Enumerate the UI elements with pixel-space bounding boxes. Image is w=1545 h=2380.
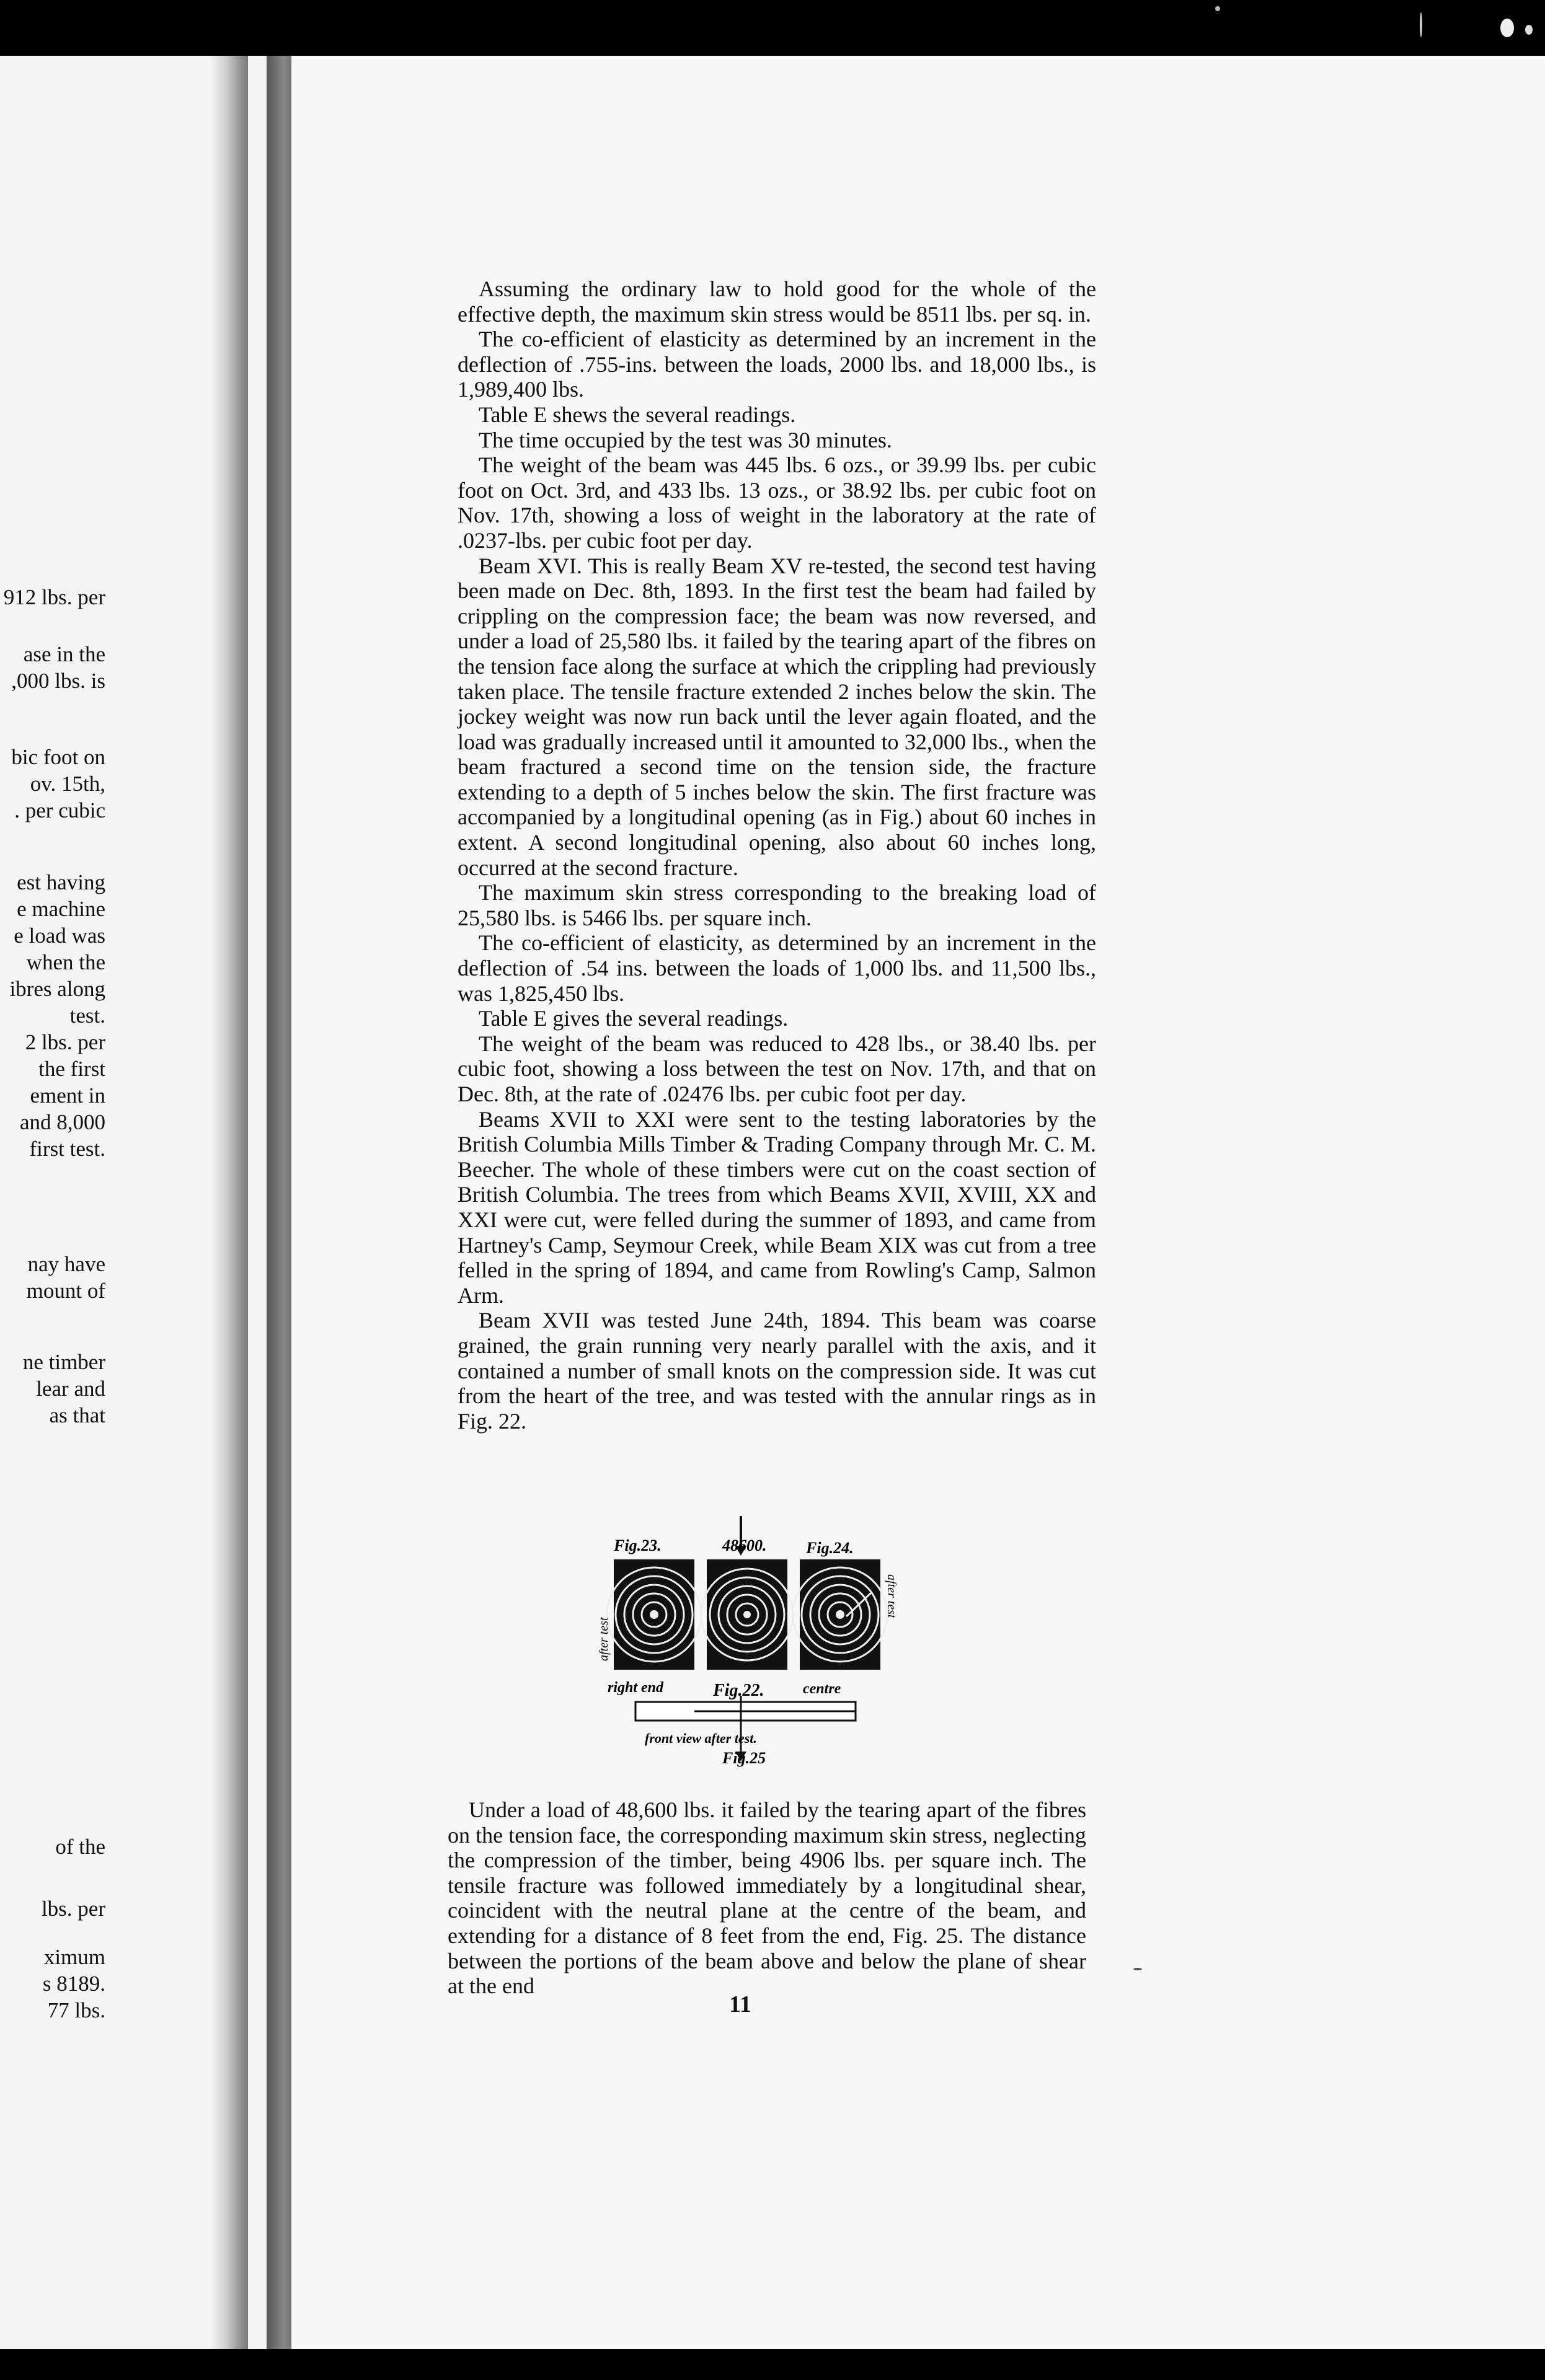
paragraph: Beam XVII was tested June 24th, 1894. This beam was coarse grained, the grain running very nearly parallel with the axis, and it contained a number of small knots on the compression side. It was cut from the heart of the tree, and was tested with the annular rings as in Fig. 22. (458, 1308, 1096, 1434)
left-fragment: ement in (30, 1083, 105, 1108)
left-fragment: e load was (14, 923, 105, 948)
left-fragment: and 8,000 (19, 1110, 105, 1134)
left-fragment: ximum (43, 1945, 105, 1969)
page-number: 11 (729, 1991, 751, 2017)
lower-text-block (448, 1797, 1086, 1999)
fig23-label: Fig.23. (614, 1536, 662, 1554)
after-test-left-label: after test (597, 1617, 611, 1661)
left-fragment: ,000 lbs. is (11, 669, 105, 693)
left-fragment: mount of (26, 1279, 105, 1303)
left-fragment: nay have (27, 1252, 105, 1276)
left-fragment: 77 lbs. (47, 1998, 105, 2022)
cross-section-right (793, 1559, 887, 1670)
fig25-label: Fig.25 (722, 1749, 766, 1767)
left-fragment: the first (38, 1057, 105, 1081)
left-fragment: first test. (29, 1137, 105, 1161)
left-fragment: when the (26, 950, 105, 974)
scan-speck (1215, 6, 1220, 11)
left-fragment: ase in the (23, 642, 105, 666)
paragraph: Under a load of 48,600 lbs. it failed by the tearing apart of the fibres on the tension face, the corresponding maximum skin stress, neglecting the compression of the timber, being 4906 lbs. per square inch. The tensile fracture was followed immediately by a longitudinal shear, coincident with the neutral plane at the centre of the beam, and extending for a distance of 8 feet from the end, Fig. 25. The distance between the portions of the beam above and below the plane of shear at the end (448, 1797, 1086, 1999)
left-fragment: of the (55, 1835, 105, 1859)
scan-speck (1133, 1968, 1142, 1970)
cross-section-centre (701, 1559, 793, 1670)
left-page-fragments-d (0, 869, 105, 1162)
left-fragment: ne timber (22, 1350, 105, 1374)
left-fragment: est having (17, 870, 105, 894)
left-fragment: test. (69, 1003, 105, 1028)
load-label: 48600. (722, 1536, 767, 1554)
left-page-fragments-c (0, 744, 105, 824)
scan-speck (1420, 12, 1422, 37)
scan-speck (1525, 25, 1533, 35)
paragraph: Table E shews the several readings. (479, 402, 796, 427)
left-fragment: ov. 15th, (30, 772, 105, 796)
left-page-fragments-h (0, 1895, 105, 1922)
left-fragment: ibres along (9, 977, 105, 1001)
cross-section-left (607, 1559, 701, 1670)
left-fragment: as that (49, 1403, 105, 1427)
left-fragment: e machine (17, 897, 105, 921)
centre-label: centre (803, 1681, 841, 1697)
paragraph: Assuming the ordinary law to hold good for the whole of the effective depth, the maximum skin stress would be 8511 lbs. per sq. in. (458, 276, 1096, 327)
left-page-fragments-f (0, 1349, 105, 1429)
paragraph: Beam XVI. This is really Beam XV re-tested, the second test having been made on Dec. 8th, 1893. In the first test the beam had failed by crippling on the compression face; the beam was now reversed, and under a load of 25,580 lbs. it failed by the tearing apart of the fibres on the tension face along the surface at which the crippling had previously taken place. The tensile fracture extended 2 inches below the skin. The jockey weight was now run back until the lever again floated, and the load was gradually increased until it amounted to 32,000 lbs., when the beam fractured a second time on the tension side, the fracture extending to a depth of 5 inches below the skin. The first fracture was accompanied by a longitudinal opening (as in Fig.) about 60 inches in extent. A second longitudinal opening, also about 60 inches long, occurred at the second fracture. (458, 553, 1096, 880)
left-page-fragments-a (0, 584, 105, 610)
paragraph: The weight of the beam was 445 lbs. 6 ozs., or 39.99 lbs. per cubic foot on Oct. 3rd, and 433 lbs. 13 ozs., or 38.92 lbs. per cubic foot on Nov. 17th, showing a loss of weight in the laboratory at the rate of .0237-lbs. per cubic foot per day. (458, 452, 1096, 553)
left-fragment: lear and (36, 1377, 105, 1401)
left-fragment: s 8189. (42, 1972, 105, 1996)
paragraph: The co-efficient of elasticity, as determined by an increment in the deflection of .54 ins. between the loads of 1,000 lbs. and 11,500 lbs., was 1,825,450 lbs. (458, 930, 1096, 1006)
paragraph: The co-efficient of elasticity as determined by an increment in the deflection of .755-ins. between the loads, 2000 lbs. and 18,000 lbs., is 1,989,400 lbs. (458, 327, 1096, 402)
after-test-right-label: after test (885, 1574, 898, 1618)
left-page-fragments-i (0, 1944, 105, 2024)
paragraph: The maximum skin stress corresponding to the breaking load of 25,580 lbs. is 5466 lbs. per square inch. (458, 880, 1096, 930)
front-view-label: front view after test. (645, 1730, 757, 1746)
left-page-fragments-g (0, 1833, 105, 1860)
paragraph: Table E gives the several readings. (479, 1006, 789, 1031)
beam-fracture-figure (595, 1512, 898, 1773)
left-page-fragments-e (0, 1251, 105, 1304)
left-fragment: lbs. per (41, 1897, 105, 1921)
page-gutter-shadow (211, 56, 248, 2349)
left-fragment: 912 lbs. per (3, 585, 105, 609)
fig24-label: Fig.24. (806, 1539, 854, 1557)
left-fragment: bic foot on (11, 745, 105, 769)
left-fragment: 2 lbs. per (25, 1030, 105, 1054)
left-page-fragments-b (0, 641, 105, 694)
paragraph: The weight of the beam was reduced to 428 lbs., or 38.40 lbs. per cubic foot, showing a loss between the test on Nov. 17th, and that on Dec. 8th, at the rate of .02476 lbs. per cubic foot per day. (458, 1031, 1096, 1106)
scan-speck (1500, 19, 1514, 37)
right-end-label: right end (608, 1680, 664, 1696)
main-text-block (458, 276, 1096, 1434)
fig22-label: Fig.22. (713, 1681, 764, 1700)
paragraph: Beams XVII to XXI were sent to the testing laboratories by the British Columbia Mills Timber & Trading Company through Mr. C. M. Beecher. The whole of these timbers were cut on the coast section of British Columbia. The trees from which Beams XVII, XVIII, XX and XXI were cut, were felled during the summer of 1893, and came from Hartney's Camp, Seymour Creek, while Beam XIX was cut from a tree felled in the spring of 1894, and came from Rowling's Camp, Salmon Arm. (458, 1106, 1096, 1308)
paragraph: The time occupied by the test was 30 minutes. (479, 427, 892, 452)
left-fragment: . per cubic (14, 798, 105, 822)
